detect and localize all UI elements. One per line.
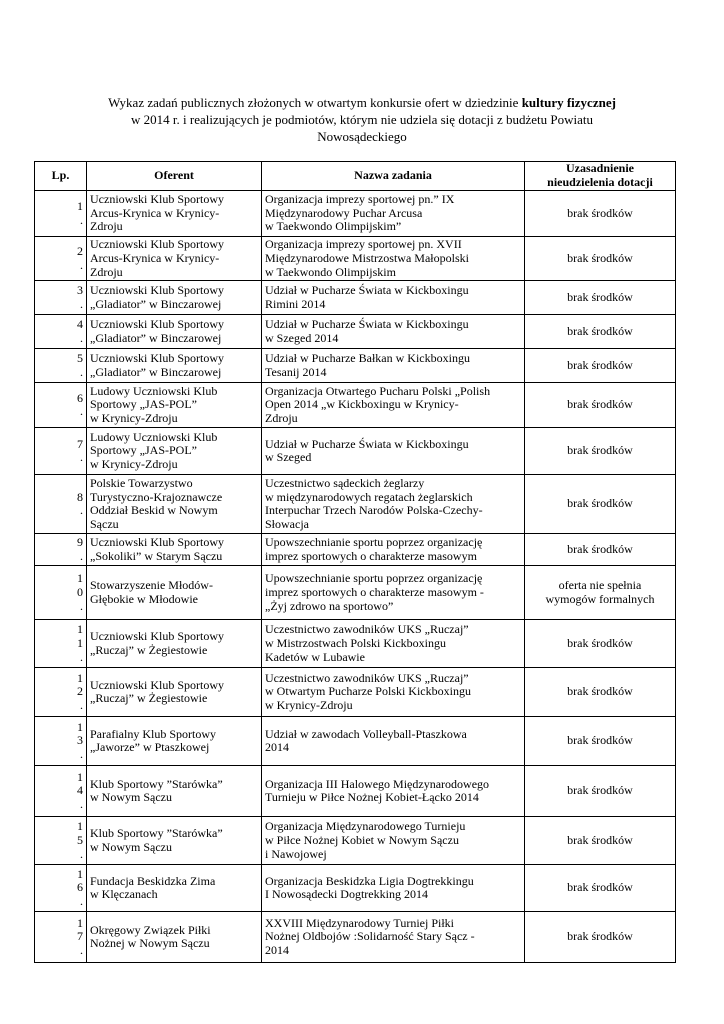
cell-lp	[35, 383, 87, 428]
cell-uzasadnienie-line: brak środków	[567, 496, 633, 511]
cell-lp	[35, 428, 87, 475]
cell-lp-line: .	[80, 364, 83, 379]
table-row	[35, 428, 676, 475]
cell-uzasadnienie	[525, 428, 676, 475]
cell-lp-line: 1	[77, 198, 83, 213]
cell-nazwa-zadania	[262, 668, 525, 717]
cell-lp	[35, 315, 87, 349]
cell-nazwa-zadania-line: Turnieju w Piłce Nożnej Kobiet-Łącko 2014	[265, 790, 479, 805]
cell-oferent	[87, 237, 262, 281]
cell-nazwa-zadania-line: XXVIII Międzynarodowy Turniej Piłki	[265, 915, 454, 930]
cell-oferent-line: Okręgowy Związek Piłki	[90, 922, 211, 937]
cell-nazwa-zadania	[262, 534, 525, 566]
cell-oferent-line: „Gladiator” w Binczarowej	[90, 364, 222, 379]
cell-oferent	[87, 717, 262, 766]
cell-oferent-line: Arcus-Krynica w Krynicy-	[90, 205, 220, 220]
cell-uzasadnienie-line: brak środków	[567, 289, 633, 304]
cell-nazwa-zadania-line: Rimini 2014	[265, 296, 326, 311]
cell-nazwa-zadania-line: w Szeged 2014	[265, 330, 339, 345]
table-row	[35, 865, 676, 912]
cell-nazwa-zadania	[262, 383, 525, 428]
cell-nazwa-zadania-line: Nożnej Oldbojów :Solidarność Stary Sącz -	[265, 929, 475, 944]
cell-oferent-line: w Krynicy-Zdroju	[90, 457, 178, 472]
cell-lp	[35, 534, 87, 566]
cell-oferent	[87, 912, 262, 963]
cell-uzasadnienie	[525, 566, 676, 620]
cell-lp	[35, 717, 87, 766]
cell-uzasadnienie	[525, 865, 676, 912]
cell-nazwa-zadania-line: Udział w Pucharze Świata w Kickboxingu	[265, 283, 469, 298]
cell-nazwa-zadania-line: Organizacja III Halowego Międzynarodowego	[265, 776, 490, 791]
table-row	[35, 383, 676, 428]
cell-oferent	[87, 281, 262, 315]
cell-nazwa-zadania	[262, 817, 525, 865]
cell-oferent-line: Uczniowski Klub Sportowy	[90, 629, 224, 644]
title-bold-phrase: kultury fizycznej	[521, 95, 616, 110]
table-row	[35, 349, 676, 383]
cell-nazwa-zadania-line: Organizacja Beskidzka Ligia Dogtrekkingu	[265, 873, 474, 888]
cell-oferent-line: Sportowy „JAS-POL”	[90, 397, 197, 412]
cell-nazwa-zadania-line: imprez sportowych o charakterze masowym	[265, 548, 477, 563]
cell-lp-line: 4	[77, 783, 83, 798]
cell-lp-line: 9	[77, 535, 83, 550]
cell-uzasadnienie-line: brak środków	[567, 929, 633, 944]
cell-lp-line: .	[80, 894, 83, 909]
cell-oferent-line: „Sokoliki” w Starym Sączu	[90, 548, 223, 563]
cell-lp-line: .	[80, 846, 83, 861]
cell-oferent-line: Klub Sportowy ”Starówka”	[90, 776, 223, 791]
cell-oferent	[87, 865, 262, 912]
cell-oferent-line: Polskie Towarzystwo	[90, 475, 193, 490]
cell-nazwa-zadania-line: Interpuchar Trzech Narodów Polska-Czechy-	[265, 503, 483, 518]
cell-uzasadnienie	[525, 191, 676, 237]
cell-nazwa-zadania-line: Udział w Pucharze Świata w Kickboxingu	[265, 436, 469, 451]
cell-nazwa-zadania	[262, 315, 525, 349]
cell-oferent	[87, 428, 262, 475]
cell-oferent-line: Zdroju	[90, 264, 123, 279]
cell-nazwa-zadania-line: Udział w Pucharze Świata w Kickboxingu	[265, 317, 469, 332]
cell-lp-line: .	[80, 503, 83, 518]
cell-nazwa-zadania-line: w Mistrzostwach Polski Kickboxingu	[265, 635, 446, 650]
cell-uzasadnienie	[525, 383, 676, 428]
cell-oferent-line: w Krynicy-Zdroju	[90, 411, 178, 426]
cell-lp-line: .	[80, 296, 83, 311]
cell-lp	[35, 817, 87, 865]
cell-lp	[35, 912, 87, 963]
cell-uzasadnienie-line: brak środków	[567, 357, 633, 372]
table-row	[35, 191, 676, 237]
cell-lp	[35, 668, 87, 717]
cell-nazwa-zadania-line: Tesanij 2014	[265, 364, 327, 379]
cell-lp-line: .	[80, 598, 83, 613]
cell-nazwa-zadania-line: w Taekwondo Olimpijskim	[265, 264, 396, 279]
cell-uzasadnienie-line: brak środków	[567, 397, 633, 412]
cell-lp-line: 5	[77, 832, 83, 847]
cell-lp-line: .	[80, 698, 83, 713]
cell-lp-line: .	[80, 797, 83, 812]
cell-lp-line: 6	[77, 390, 83, 405]
table-row	[35, 237, 676, 281]
document-title	[60, 94, 664, 145]
cell-uzasadnienie	[525, 349, 676, 383]
cell-uzasadnienie-line: brak środków	[567, 684, 633, 699]
cell-lp-line: .	[80, 404, 83, 419]
table-row	[35, 281, 676, 315]
title-line-1: Wykaz zadań publicznych złożonych w otwartym konkursie ofert w dziedzinie kultury fizycznej	[108, 95, 616, 110]
cell-oferent-line: Uczniowski Klub Sportowy	[90, 351, 224, 366]
cell-oferent	[87, 475, 262, 534]
cell-oferent-line: Klub Sportowy ”Starówka”	[90, 826, 223, 841]
cell-oferent-line: Arcus-Krynica w Krynicy-	[90, 250, 220, 265]
cell-lp-line: 5	[77, 351, 83, 366]
cell-oferent	[87, 383, 262, 428]
header-oferent: Oferent	[87, 162, 262, 191]
cell-uzasadnienie	[525, 912, 676, 963]
cell-nazwa-zadania-line: Zdroju	[265, 411, 298, 426]
cell-oferent-line: „Gladiator” w Binczarowej	[90, 296, 222, 311]
cell-lp-line: .	[80, 548, 83, 563]
cell-nazwa-zadania-line: w Piłce Nożnej Kobiet w Nowym Sączu	[265, 832, 459, 847]
cell-lp	[35, 237, 87, 281]
cell-nazwa-zadania	[262, 191, 525, 237]
cell-lp-line: 6	[77, 880, 83, 895]
cell-nazwa-zadania	[262, 349, 525, 383]
cell-nazwa-zadania-line: Organizacja Otwartego Pucharu Polski „Polish	[265, 383, 491, 398]
cell-uzasadnienie	[525, 475, 676, 534]
cell-oferent-line: Uczniowski Klub Sportowy	[90, 237, 224, 251]
title-line-3: Nowosądeckiego	[317, 129, 407, 144]
cell-oferent-line: Turystyczno-Krajoznawcze	[90, 489, 223, 504]
cell-nazwa-zadania	[262, 475, 525, 534]
cell-nazwa-zadania-line: Open 2014 „w Kickboxingu w Krynicy-	[265, 397, 459, 412]
header-uzasadnienie: Uzasadnienie nieudzielenia dotacji	[525, 162, 676, 191]
table-row	[35, 766, 676, 817]
cell-nazwa-zadania-line: w Taekwondo Olimpijskim”	[265, 219, 402, 234]
cell-oferent-line: Ludowy Uczniowski Klub	[90, 383, 218, 398]
table-row	[35, 717, 676, 766]
cell-lp	[35, 281, 87, 315]
cell-oferent	[87, 534, 262, 566]
cell-uzasadnienie	[525, 766, 676, 817]
cell-oferent-line: Ludowy Uczniowski Klub	[90, 429, 218, 444]
cell-nazwa-zadania-line: Organizacja imprezy sportowej pn. XVII	[265, 237, 462, 251]
cell-nazwa-zadania-line: Uczestnictwo zawodników UKS „Ruczaj”	[265, 670, 469, 685]
tasks-table	[34, 161, 676, 963]
cell-nazwa-zadania-line: i Nawojowej	[265, 846, 327, 861]
cell-lp-line: 7	[77, 929, 83, 944]
cell-oferent-line: w Klęczanach	[90, 887, 158, 902]
cell-nazwa-zadania	[262, 717, 525, 766]
cell-oferent	[87, 566, 262, 620]
cell-uzasadnienie-line: brak środków	[567, 443, 633, 458]
table-body	[35, 191, 676, 963]
cell-lp-line: 0	[77, 584, 83, 599]
table-row	[35, 566, 676, 620]
cell-lp	[35, 566, 87, 620]
cell-oferent	[87, 817, 262, 865]
cell-nazwa-zadania-line: Międzynarodowe Mistrzostwa Małopolski	[265, 250, 469, 265]
table-row	[35, 817, 676, 865]
cell-oferent-line: Zdroju	[90, 219, 123, 234]
cell-oferent-line: „Ruczaj” w Żegiestowie	[90, 642, 208, 657]
cell-oferent-line: „Gladiator” w Binczarowej	[90, 330, 222, 345]
cell-nazwa-zadania	[262, 428, 525, 475]
cell-nazwa-zadania-line: Organizacja Międzynarodowego Turnieju	[265, 819, 466, 834]
cell-lp-line: .	[80, 450, 83, 465]
cell-lp-line: .	[80, 943, 83, 958]
cell-oferent-line: Uczniowski Klub Sportowy	[90, 535, 224, 550]
cell-lp-line: 4	[77, 317, 83, 332]
cell-uzasadnienie	[525, 668, 676, 717]
cell-uzasadnienie-line: brak środków	[567, 250, 633, 265]
cell-lp-line: 1	[77, 866, 83, 881]
cell-lp-line: .	[80, 212, 83, 227]
cell-nazwa-zadania-line: w międzynarodowych regatach żeglarskich	[265, 489, 473, 504]
cell-lp-line: 1	[77, 915, 83, 930]
cell-nazwa-zadania-line: w Szeged	[265, 450, 312, 465]
cell-uzasadnienie	[525, 717, 676, 766]
cell-lp	[35, 191, 87, 237]
table-row	[35, 315, 676, 349]
cell-oferent-line: Głębokie w Młodowie	[90, 591, 198, 606]
cell-oferent-line: Sportowy „JAS-POL”	[90, 443, 197, 458]
cell-oferent	[87, 191, 262, 237]
cell-nazwa-zadania-line: imprez sportowych o charakterze masowym -	[265, 584, 484, 599]
cell-oferent-line: Parafialny Klub Sportowy	[90, 726, 216, 741]
cell-nazwa-zadania-line: Upowszechnianie sportu poprzez organizację	[265, 571, 483, 586]
table-header-row	[35, 162, 676, 191]
cell-nazwa-zadania-line: Udział w Pucharze Bałkan w Kickboxingu	[265, 351, 470, 366]
cell-nazwa-zadania	[262, 566, 525, 620]
cell-oferent-line: Sączu	[90, 517, 119, 532]
cell-nazwa-zadania-line: Słowacja	[265, 517, 309, 532]
cell-lp-line: 7	[77, 436, 83, 451]
cell-nazwa-zadania-line: w Krynicy-Zdroju	[265, 698, 353, 713]
cell-uzasadnienie	[525, 817, 676, 865]
cell-oferent	[87, 315, 262, 349]
cell-uzasadnienie-line: wymogów formalnych	[545, 591, 655, 606]
cell-nazwa-zadania	[262, 281, 525, 315]
cell-lp	[35, 766, 87, 817]
cell-lp-line: 1	[77, 769, 83, 784]
cell-oferent-line: Stowarzyszenie Młodów-	[90, 578, 213, 593]
cell-uzasadnienie	[525, 281, 676, 315]
table-row	[35, 475, 676, 534]
cell-lp-line: 1	[77, 622, 83, 637]
cell-nazwa-zadania-line: Międzynarodowy Puchar Arcusa	[265, 205, 423, 220]
cell-lp-line: 1	[77, 819, 83, 834]
cell-lp-line: 2	[77, 684, 83, 699]
cell-nazwa-zadania-line: 2014	[265, 740, 289, 755]
cell-oferent-line: Uczniowski Klub Sportowy	[90, 191, 224, 206]
cell-nazwa-zadania	[262, 620, 525, 668]
cell-lp	[35, 620, 87, 668]
cell-lp-line: 1	[77, 571, 83, 586]
cell-lp	[35, 865, 87, 912]
cell-lp	[35, 349, 87, 383]
cell-lp-line: 1	[77, 719, 83, 734]
cell-nazwa-zadania-line: Uczestnictwo zawodników UKS „Ruczaj”	[265, 622, 469, 637]
cell-oferent-line: Uczniowski Klub Sportowy	[90, 677, 224, 692]
cell-nazwa-zadania-line: Uczestnictwo sądeckich żeglarzy	[265, 475, 425, 490]
cell-nazwa-zadania-line: Organizacja imprezy sportowej pn.” IX	[265, 191, 455, 206]
cell-uzasadnienie	[525, 237, 676, 281]
cell-uzasadnienie-line: brak środków	[567, 205, 633, 220]
cell-uzasadnienie-line: oferta nie spełnia	[558, 578, 642, 593]
cell-nazwa-zadania-line: 2014	[265, 943, 289, 958]
table-row	[35, 620, 676, 668]
cell-oferent-line: Uczniowski Klub Sportowy	[90, 317, 224, 332]
cell-nazwa-zadania	[262, 766, 525, 817]
cell-oferent-line: Uczniowski Klub Sportowy	[90, 283, 224, 298]
cell-oferent-line: Fundacja Beskidzka Zima	[90, 873, 216, 888]
cell-lp-line: .	[80, 257, 83, 272]
cell-uzasadnienie-line: brak środków	[567, 880, 633, 895]
cell-uzasadnienie	[525, 534, 676, 566]
cell-oferent	[87, 766, 262, 817]
cell-lp	[35, 475, 87, 534]
cell-nazwa-zadania-line: Kadetów w Lubawie	[265, 649, 365, 664]
cell-oferent	[87, 668, 262, 717]
cell-nazwa-zadania-line: w Otwartym Pucharze Polski Kickboxingu	[265, 684, 471, 699]
cell-nazwa-zadania-line: „Żyj zdrowo na sportowo”	[265, 598, 394, 613]
cell-lp-line: 1	[77, 670, 83, 685]
cell-nazwa-zadania-line: Udział w zawodach Volleyball-Ptaszkowa	[265, 726, 467, 741]
table-row	[35, 668, 676, 717]
cell-uzasadnienie-line: brak środków	[567, 783, 633, 798]
table-row	[35, 534, 676, 566]
cell-lp-line: 3	[77, 283, 83, 298]
cell-nazwa-zadania-line: I Nowosądecki Dogtrekking 2014	[265, 887, 428, 902]
cell-uzasadnienie-line: brak środków	[567, 323, 633, 338]
cell-uzasadnienie-line: brak środków	[567, 541, 633, 556]
cell-uzasadnienie-line: brak środków	[567, 733, 633, 748]
cell-oferent-line: „Ruczaj” w Żegiestowie	[90, 691, 208, 706]
cell-oferent-line: w Nowym Sączu	[90, 839, 172, 854]
header-lp: Lp.	[35, 162, 87, 191]
cell-lp-line: 1	[77, 635, 83, 650]
cell-uzasadnienie-line: brak środków	[567, 635, 633, 650]
cell-oferent	[87, 620, 262, 668]
cell-oferent-line: Nożnej w Nowym Sączu	[90, 936, 210, 951]
title-line-2: w 2014 r. i realizujących je podmiotów, którym nie udziela się dotacji z budżetu Powiatu	[131, 112, 593, 127]
cell-oferent	[87, 349, 262, 383]
cell-nazwa-zadania	[262, 865, 525, 912]
cell-oferent-line: „Jaworze” w Ptaszkowej	[90, 740, 210, 755]
cell-nazwa-zadania-line: Upowszechnianie sportu poprzez organizację	[265, 535, 483, 550]
cell-lp-line: .	[80, 649, 83, 664]
cell-uzasadnienie	[525, 620, 676, 668]
cell-nazwa-zadania	[262, 912, 525, 963]
cell-lp-line: 3	[77, 733, 83, 748]
cell-oferent-line: Oddział Beskid w Nowym	[90, 503, 218, 518]
header-nazwa-zadania: Nazwa zadania	[262, 162, 525, 191]
cell-uzasadnienie-line: brak środków	[567, 832, 633, 847]
cell-lp-line: 8	[77, 489, 83, 504]
table-row	[35, 912, 676, 963]
cell-lp-line: .	[80, 330, 83, 345]
cell-uzasadnienie	[525, 315, 676, 349]
cell-lp-line: 2	[77, 243, 83, 258]
cell-nazwa-zadania	[262, 237, 525, 281]
cell-lp-line: .	[80, 747, 83, 762]
cell-oferent-line: w Nowym Sączu	[90, 790, 172, 805]
